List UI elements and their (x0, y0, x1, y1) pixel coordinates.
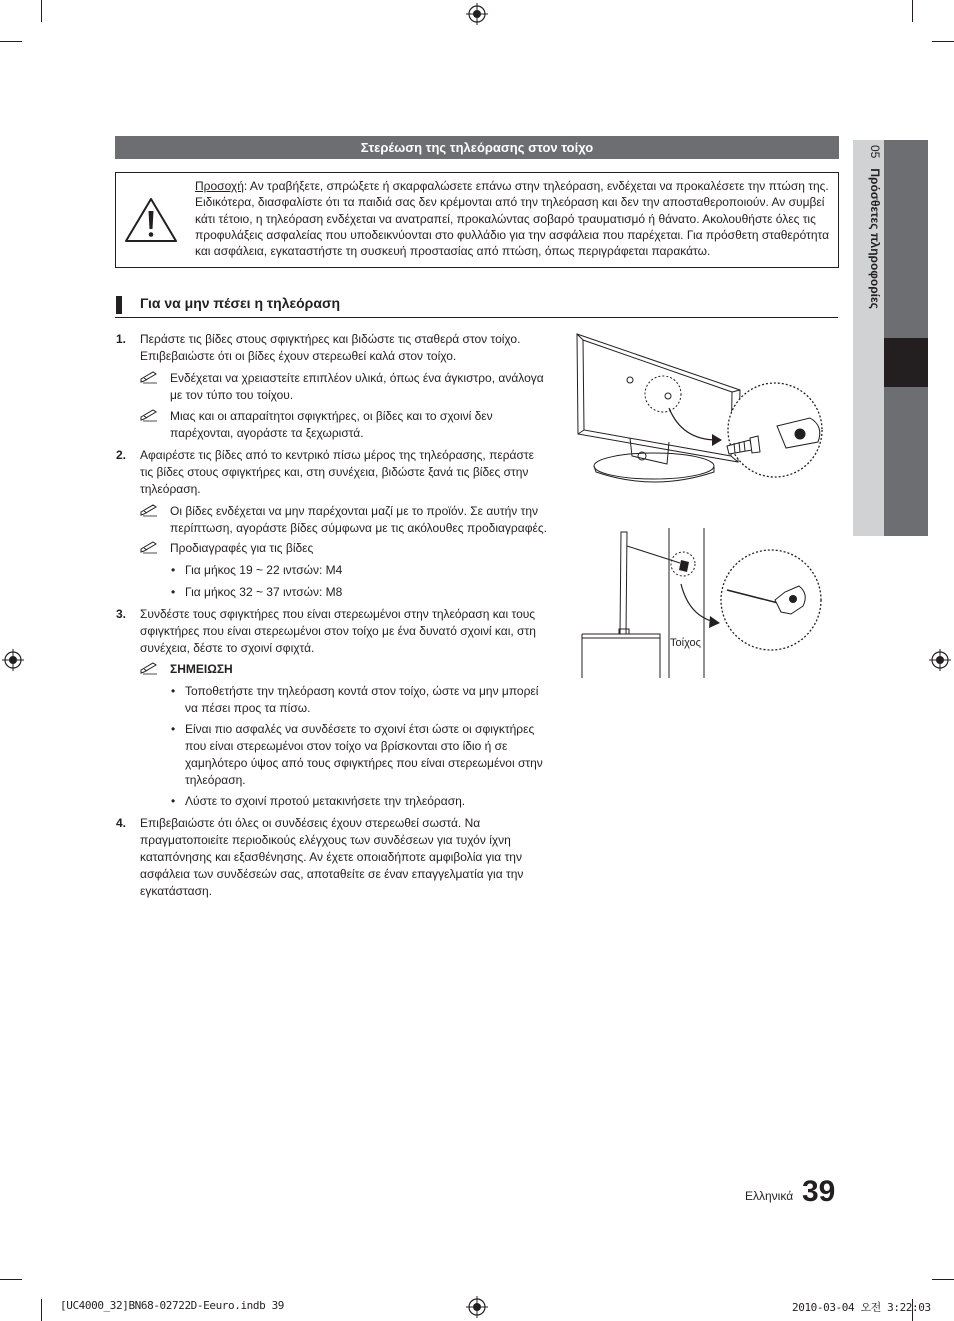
note-pencil-icon (140, 661, 158, 675)
note-pencil-icon (140, 540, 158, 554)
bullet-text: που είναι στερεωμένοι στον τοίχο να βρίσκονται στο ίδιο ή σε (185, 739, 508, 753)
crop-mark (41, 0, 42, 22)
bullet-dot: • (171, 722, 176, 736)
chapter-number: 05 (868, 145, 882, 159)
footer-file-info: [UC4000_32]BN68-02722D-Eeuro.indb 39 (60, 1299, 285, 1312)
bullet-dot: • (171, 563, 176, 577)
step-number: 2. (116, 448, 127, 462)
step-text: Αφαιρέστε τις βίδες από το κεντρικό πίσω μέρος της τηλεόρασης, περάστε (140, 448, 534, 462)
bullet-text: να πέσει προς τα πίσω. (185, 701, 311, 715)
note-text: παρέχονται, αγοράστε τα ξεχωριστά. (170, 426, 364, 440)
chapter-title: Πρόσθετες πληροφορίες (868, 168, 882, 309)
crop-mark (912, 0, 913, 22)
bullet-text: Τοποθετήστε την τηλεόραση κοντά στον τοίχο, ώστε να μην μπορεί (185, 684, 539, 698)
subheading: Για να μην πέσει η τηλεόραση (140, 295, 341, 311)
bullet-dot: • (171, 794, 176, 808)
step-text: Επιβεβαιώστε ότι όλες οι συνδέσεις έχουν στερεωθεί σωστά. Να (140, 816, 481, 830)
note-text: περίπτωση, αγοράστε βίδες σύμφωνα με τις ακόλουθες προδιαγραφές. (170, 521, 547, 535)
step-text: Περάστε τις βίδες στους σφιγκτήρες και βιδώστε τις σταθερά στον τοίχο. (140, 332, 521, 346)
bullet-text: χαμηλότερο ύψος από τους σφιγκτήρες που είναι στερεωμένοι στην (185, 756, 543, 770)
warning-triangle-icon (123, 196, 179, 244)
note-pencil-icon (140, 408, 158, 422)
page-number: 39 (802, 1175, 836, 1208)
step-text: Επιβεβαιώστε ότι οι βίδες έχουν στερεωθεί καλά στον τοίχο. (140, 349, 457, 363)
section-title-bar: Στερέωση της τηλεόρασης στον τοίχο (115, 136, 839, 159)
bullet-text: Για μήκος 19 ~ 22 ιντσών: M4 (185, 563, 343, 577)
step-text: πραγματοποιείτε περιοδικούς ελέγχους των συνδέσεων για τυχόν ίχνη (140, 833, 511, 847)
crop-mark (41, 1299, 42, 1321)
crop-mark (932, 41, 954, 42)
crop-mark (0, 41, 22, 42)
bullet-text: τηλεόραση. (185, 773, 246, 787)
step-text: ασφάλεια των συνδέσεών σας, αποταθείτε σε έναν επαγγελματία για την (140, 867, 524, 881)
note-pencil-icon (140, 370, 158, 384)
footer-language: Ελληνικά (745, 1189, 794, 1203)
bullet-text: Για μήκος 32 ~ 37 ιντσών: M8 (185, 585, 343, 599)
crop-mark (932, 1279, 954, 1280)
subheading-accent (116, 296, 122, 314)
note-text: με τον τύπο του τοίχου. (170, 388, 294, 402)
registration-mark-icon (466, 3, 488, 25)
bullet-text: Λύστε το σχοινί προτού μετακινήσετε την τηλεόραση. (185, 794, 466, 808)
bullet-text: Είναι πιο ασφαλές να συνδέσετε το σχοινί έτσι ώστε οι σφιγκτήρες (185, 722, 535, 736)
chapter-tab-label (869, 145, 881, 309)
registration-mark-icon (929, 649, 951, 671)
note-text: Ενδέχεται να χρειαστείτε επιπλέον υλικά, όπως ένα άγκιστρο, ανάλογα (170, 371, 544, 385)
note-pencil-icon (140, 503, 158, 517)
step-text: συνέχεια, δέστε το σχοινί σφιχτά. (140, 641, 315, 655)
registration-mark-icon (466, 1296, 488, 1318)
note-text: Προδιαγραφές για τις βίδες (170, 541, 314, 555)
subheading-rule (115, 317, 838, 318)
footer-date-info: 2010-03-04 오전 3:22:03 (792, 1301, 931, 1314)
bullet-dot: • (171, 585, 176, 599)
bullet-dot: • (171, 684, 176, 698)
warning-label: Προσοχή (195, 179, 244, 193)
crop-mark (0, 1279, 22, 1280)
note-text: Μιας και οι απαραίτητοι σφιγκτήρες, οι βίδες και το σχοινί δεν (170, 409, 493, 423)
step-number: 1. (116, 332, 127, 346)
step-text: τηλεόραση. (140, 482, 201, 496)
chapter-tab-marker (884, 338, 928, 387)
step-text: σφιγκτήρες που είναι στερεωμένοι στον τοίχο με ένα δυνατό σχοινί και, στη (140, 624, 536, 638)
wall-label: Τοίχος (670, 637, 701, 649)
tv-wall-rope-illustration (577, 526, 835, 680)
note-text: Οι βίδες ενδέχεται να μην παρέχονται μαζί με το προϊόν. Σε αυτήν την (170, 504, 539, 518)
registration-mark-icon (2, 649, 24, 671)
step-text: τις βίδες στους σφιγκτήρες και, στη συνέχεια, βιδώστε ξανά τις βίδες στην (140, 465, 529, 479)
note-label: ΣΗΜΕΙΩΣΗ (170, 662, 233, 676)
step-number: 3. (116, 607, 127, 621)
step-text: εγκατάσταση. (140, 884, 212, 898)
step-text: Συνδέστε τους σφιγκτήρες που είναι στερεωμένοι στην τηλεόραση και τους (140, 607, 536, 621)
step-number: 4. (116, 816, 127, 830)
step-text: καταπόνησης και εξασθένησης. Αν έχετε οποιαδήποτε αμφιβολία για την (140, 850, 522, 864)
warning-text: Προσοχή: Αν τραβήξετε, σπρώξετε ή σκαρφαλώσετε επάνω στην τηλεόραση, ενδέχεται να προκαλέσετε την πτώση της. Ειδικότερα, διασφαλίστε ότι τα παιδιά σας δεν κρέμονται από την τηλεόραση και δεν την αποσταθεροποιούν. Αν συμβεί κάτι τέτοιο, η τηλεόραση ενδέχεται να ανατραπεί, προκαλώντας σοβαρό τραυματισμό ή θάνατο. Ακολουθήστε όλες τις προφυλάξεις ασφαλείας που υποδεικνύονται στο φυλλάδιο για την ασφάλεια που παρέχεται. Για πρόσθετη σταθερότητα και ασφάλεια, εγκαταστήστε τη συσκευή προστασίας από πτώση, όπως περιγράφεται παρακάτω. (195, 179, 830, 259)
tv-back-clamp-illustration (572, 330, 828, 492)
